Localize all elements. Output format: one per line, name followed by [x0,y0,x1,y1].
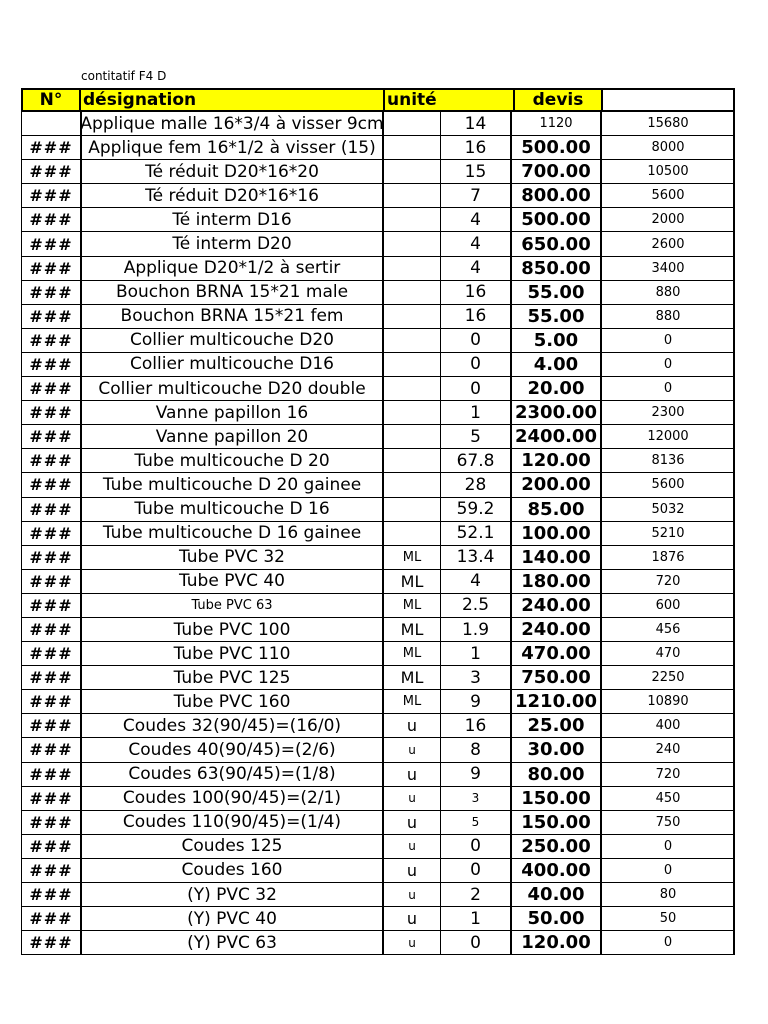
row-unit: ML [400,571,424,591]
row-number: ### [29,692,73,712]
row-total: 80 [659,887,677,903]
row-unit-price: 50.00 [512,907,602,930]
row-unit: u [406,764,418,784]
row-unit: u [408,839,416,854]
row-designation: (Y) PVC 40 [80,907,384,930]
row-unit: u [406,716,418,736]
row-unit [384,401,440,424]
row-unit [384,449,440,472]
row-designation: Coudes 110(90/45)=(1/4) [80,811,384,834]
row-unit-price: 120.00 [512,931,602,954]
table-row [21,642,735,666]
table-row [21,136,735,160]
row-unit-price: 1210.00 [512,690,602,713]
table-row [21,112,735,136]
table-row [21,883,735,907]
row-quantity: 3 [440,666,512,689]
row-unit-price: 500.00 [512,136,602,159]
row-total: 5600 [651,188,685,204]
table-row [21,811,735,835]
table-row [21,618,735,642]
row-number: ### [29,138,73,158]
row-unit: ML [402,646,422,662]
table-row [21,690,735,714]
row-designation: (Y) PVC 63 [80,931,384,954]
row-unit-price: 750.00 [512,666,602,689]
table-row [21,835,735,859]
table-row [21,208,735,232]
row-quantity: 16 [440,714,512,737]
row-quantity: 52.1 [440,522,512,545]
row-quantity: 4 [440,570,512,593]
row-designation: Coudes 100(90/45)=(2/1) [80,787,384,810]
row-quantity: 1 [440,642,512,665]
row-quantity: 4 [440,232,512,255]
row-designation: Vanne papillon 16 [80,401,384,424]
row-number: ### [29,186,73,206]
row-number: ### [29,812,73,832]
table-row [21,425,735,449]
row-number: ### [29,909,73,929]
row-total: 0 [663,935,673,951]
table-row [21,305,735,329]
row-unit [384,184,440,207]
row-designation: Tube PVC 40 [80,570,384,593]
row-number: ### [29,571,73,591]
row-unit-price: 2400.00 [512,425,602,448]
row-unit [384,160,440,183]
table-row [21,859,735,883]
row-quantity: 1 [440,907,512,930]
row-number: ### [29,234,73,254]
row-total: 750 [655,814,681,830]
row-quantity: 0 [440,329,512,352]
row-designation: Té réduit D20*16*16 [80,184,384,207]
row-number: ### [29,547,73,567]
row-number: ### [29,499,73,519]
table-row [21,232,735,256]
row-unit: u [408,742,416,757]
row-unit-price: 40.00 [512,883,602,906]
row-quantity: 3 [440,787,512,810]
table-row [21,594,735,618]
row-designation: Tube PVC 125 [80,666,384,689]
table-row [21,546,735,570]
table-row [21,257,735,281]
row-unit-price: 150.00 [512,787,602,810]
row-total: 50 [659,911,677,927]
table-row [21,738,735,762]
row-unit: u [406,812,418,832]
row-unit: u [406,909,418,929]
row-unit: ML [402,597,422,613]
row-unit-price: 800.00 [512,184,602,207]
row-designation: Bouchon BRNA 15*21 fem [80,305,384,328]
row-number: ### [29,860,73,880]
header-qty-blank [441,90,513,110]
row-quantity: 4 [440,208,512,231]
row-quantity: 0 [440,835,512,858]
row-quantity: 13.4 [440,546,512,569]
row-unit-price: 4.00 [512,353,602,376]
row-unit: ML [400,668,424,688]
row-designation: Tube PVC 110 [80,642,384,665]
row-unit [384,473,440,496]
row-total: 5032 [651,501,685,517]
row-quantity: 9 [440,763,512,786]
row-unit [384,136,440,159]
row-unit-price: 30.00 [512,738,602,761]
row-designation: Coudes 40(90/45)=(2/6) [80,738,384,761]
row-designation: Collier multicouche D20 [80,329,384,352]
row-total: 2600 [651,236,685,252]
row-number: ### [29,668,73,688]
row-quantity: 9 [440,690,512,713]
row-designation: Tube PVC 100 [80,618,384,641]
row-designation: Tube multicouche D 16 gainee [80,522,384,545]
row-number: ### [29,475,73,495]
row-unit-price: 240.00 [512,594,602,617]
row-total: 880 [655,284,681,300]
row-unit [384,257,440,280]
table-row [21,907,735,931]
row-total: 5600 [651,477,685,493]
row-number: ### [29,620,73,640]
row-total: 0 [663,838,673,854]
row-total: 456 [655,622,681,638]
row-number: ### [29,595,73,615]
row-unit [384,305,440,328]
row-quantity: 0 [440,859,512,882]
row-quantity: 16 [440,305,512,328]
row-number: ### [29,379,73,399]
row-designation: Té interm D20 [80,232,384,255]
row-total: 720 [655,766,681,782]
table-header [21,88,735,112]
table-row [21,401,735,425]
table-row [21,931,735,955]
row-designation: Applique D20*1/2 à sertir [80,257,384,280]
row-designation: Vanne papillon 20 [80,425,384,448]
row-unit [384,232,440,255]
quote-table [21,88,735,955]
row-total: 1876 [651,549,685,565]
row-quantity: 14 [440,112,512,135]
row-unit-price: 500.00 [512,208,602,231]
row-total: 10500 [647,164,689,180]
header-quote: devis [513,90,603,110]
row-unit: ML [400,620,424,640]
row-designation: Applique malle 16*3/4 à visser 9cm [80,113,384,134]
row-total: 0 [663,381,673,397]
row-number: ### [29,885,73,905]
table-row [21,570,735,594]
row-number: ### [29,210,73,230]
row-unit [384,281,440,304]
row-quantity: 4 [440,257,512,280]
row-quantity: 7 [440,184,512,207]
sheet-caption: contitatif F4 D [81,69,167,83]
row-unit-price: 5.00 [512,329,602,352]
row-total: 3400 [651,260,685,276]
row-unit: ML [402,549,422,565]
table-row [21,377,735,401]
header-unit: unité [385,90,441,110]
table-row [21,353,735,377]
row-unit [384,112,440,135]
row-unit-price: 25.00 [512,714,602,737]
row-unit-price: 850.00 [512,257,602,280]
row-total: 2250 [651,670,685,686]
row-quantity: 16 [440,136,512,159]
row-total: 5210 [651,525,685,541]
row-unit-price: 20.00 [512,377,602,400]
row-designation: Tube PVC 63 [80,594,384,617]
row-quantity: 5 [440,811,512,834]
row-total: 450 [655,790,681,806]
row-designation: (Y) PVC 32 [80,883,384,906]
row-number: ### [29,764,73,784]
table-row [21,281,735,305]
row-unit-price: 150.00 [512,811,602,834]
row-designation: Tube multicouche D 20 gainee [80,473,384,496]
row-number: ### [29,282,73,302]
row-unit-price: 650.00 [512,232,602,255]
row-unit-price: 2300.00 [512,401,602,424]
row-unit: u [406,860,418,880]
row-unit-price: 1120 [512,112,602,135]
row-unit: ML [402,694,422,710]
row-total: 0 [663,332,673,348]
row-quantity: 1.9 [440,618,512,641]
row-unit [384,377,440,400]
row-designation: Collier multicouche D16 [80,353,384,376]
row-designation: Tube PVC 160 [80,690,384,713]
row-unit [384,329,440,352]
row-unit: u [408,791,416,806]
row-quantity: 0 [440,377,512,400]
row-number: ### [29,306,73,326]
row-total: 8136 [651,453,685,469]
row-quantity: 2.5 [440,594,512,617]
row-designation: Tube multicouche D 16 [80,498,384,521]
row-unit-price: 240.00 [512,618,602,641]
row-number: ### [29,162,73,182]
row-number: ### [29,451,73,471]
row-designation: Coudes 63(90/45)=(1/8) [80,763,384,786]
table-row [21,473,735,497]
row-total: 0 [663,862,673,878]
row-unit-price: 100.00 [512,522,602,545]
row-unit [384,425,440,448]
table-row [21,666,735,690]
row-designation: Tube PVC 32 [80,546,384,569]
row-number: ### [29,644,73,664]
row-unit [384,498,440,521]
table-row [21,763,735,787]
row-unit-price: 400.00 [512,859,602,882]
row-quantity: 0 [440,931,512,954]
row-number: ### [29,716,73,736]
row-unit-price: 470.00 [512,642,602,665]
row-total: 10890 [647,694,689,710]
row-unit-price: 140.00 [512,546,602,569]
row-number [22,112,80,135]
row-quantity: 67.8 [440,449,512,472]
row-designation: Coudes 125 [80,835,384,858]
row-unit-price: 120.00 [512,449,602,472]
row-quantity: 5 [440,425,512,448]
row-quantity: 0 [440,353,512,376]
row-quantity: 16 [440,281,512,304]
row-number: ### [29,740,73,760]
header-total-blank [603,90,733,110]
row-quantity: 1 [440,401,512,424]
row-designation: Coudes 32(90/45)=(16/0) [80,714,384,737]
row-quantity: 2 [440,883,512,906]
row-designation: Applique fem 16*1/2 à visser (15) [80,136,384,159]
row-designation: Tube multicouche D 20 [80,449,384,472]
row-designation: Té interm D16 [80,208,384,231]
table-row [21,522,735,546]
row-total: 0 [663,356,673,372]
row-number: ### [29,330,73,350]
row-number: ### [29,258,73,278]
row-designation: Collier multicouche D20 double [80,377,384,400]
row-unit [384,208,440,231]
row-total: 15680 [647,116,689,132]
row-quantity: 8 [440,738,512,761]
row-number: ### [29,523,73,543]
table-body [21,112,735,955]
row-total: 240 [655,742,681,758]
row-number: ### [29,933,73,953]
row-unit-price: 700.00 [512,160,602,183]
row-total: 2000 [651,212,685,228]
row-total: 8000 [651,140,685,156]
row-number: ### [29,836,73,856]
row-unit-price: 55.00 [512,281,602,304]
row-total: 600 [655,597,681,613]
row-total: 470 [655,646,681,662]
row-quantity: 15 [440,160,512,183]
table-row [21,787,735,811]
row-total: 880 [655,308,681,324]
row-designation: Bouchon BRNA 15*21 male [80,281,384,304]
table-row [21,449,735,473]
row-number: ### [29,403,73,423]
row-unit: u [408,887,416,902]
header-designation: désignation [81,90,385,110]
table-row [21,714,735,738]
row-unit-price: 80.00 [512,763,602,786]
row-unit: u [408,935,416,950]
row-unit-price: 250.00 [512,835,602,858]
row-designation: Coudes 160 [80,859,384,882]
header-no: N° [23,90,81,110]
row-unit-price: 200.00 [512,473,602,496]
row-number: ### [29,427,73,447]
row-number: ### [29,354,73,374]
row-total: 400 [655,718,681,734]
row-unit-price: 55.00 [512,305,602,328]
row-total: 12000 [647,429,689,445]
row-total: 720 [655,573,681,589]
row-unit [384,353,440,376]
table-row [21,498,735,522]
row-quantity: 59.2 [440,498,512,521]
row-quantity: 28 [440,473,512,496]
table-row [21,184,735,208]
row-number: ### [29,788,73,808]
row-unit-price: 85.00 [512,498,602,521]
row-designation: Té réduit D20*16*20 [80,160,384,183]
row-unit-price: 180.00 [512,570,602,593]
table-row [21,329,735,353]
row-unit [384,522,440,545]
table-row [21,160,735,184]
row-total: 2300 [651,405,685,421]
